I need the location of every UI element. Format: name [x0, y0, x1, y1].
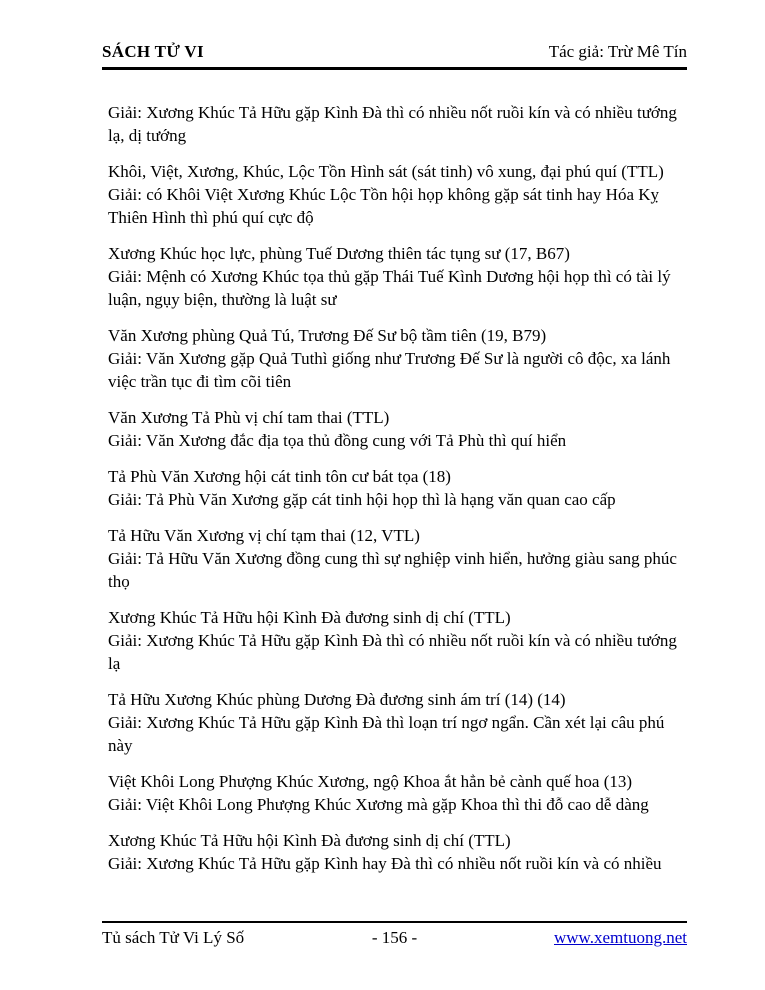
header-author: Tác giả: Trừ Mê Tín — [548, 42, 687, 61]
paragraph-line: Xương Khúc Tả Hữu hội Kình Đà đương sinh dị chí (TTL) — [108, 608, 511, 627]
paragraph-line: Giải: Văn Xương đắc địa tọa thủ đồng cung với Tả Phù thì quí hiển — [108, 431, 567, 450]
paragraph-line: Giải: Văn Xương gặp Quả Tuthì giống như Trương Đế Sư là người cô độc, xa lánh việc trần tục đi tìm cõi tiên — [108, 349, 671, 391]
paragraph-line: Giải: Việt Khôi Long Phượng Khúc Xương mà gặp Khoa thì thi đỗ cao dễ dàng — [108, 795, 649, 814]
paragraph-line: Giải: Xương Khúc Tả Hữu gặp Kình Đà thì loạn trí ngơ ngẩn. Cần xét lại câu phú này — [108, 713, 665, 755]
page-header — [102, 42, 687, 70]
paragraph — [108, 101, 685, 147]
paragraph-line: Giải: Xương Khúc Tả Hữu gặp Kình Đà thì có nhiều nốt ruồi kín và có nhiều tướng lạ, dị tướng — [108, 103, 677, 145]
footer-website-link[interactable]: www.xemtuong.net — [554, 928, 687, 947]
paragraph — [108, 465, 685, 511]
paragraph-line: Giải: Xương Khúc Tả Hữu gặp Kình Đà thì có nhiều nốt ruồi kín và có nhiều tướng lạ — [108, 631, 677, 673]
paragraph — [108, 688, 685, 757]
paragraph-line: Văn Xương phùng Quả Tú, Trương Đế Sư bộ tầm tiên (19, B79) — [108, 326, 547, 345]
footer-page-number: - 156 - — [371, 928, 418, 947]
paragraph — [108, 606, 685, 675]
paragraph — [108, 160, 685, 229]
page-footer — [102, 921, 687, 948]
paragraph-line: Tả Hữu Văn Xương vị chí tạm thai (12, VTL) — [108, 526, 420, 545]
paragraph — [108, 829, 685, 875]
paragraph-line: Giải: Tả Phù Văn Xương gặp cát tinh hội họp thì là hạng văn quan cao cấp — [108, 490, 616, 509]
paragraph-line: Giải: có Khôi Việt Xương Khúc Lộc Tồn hội họp không gặp sát tinh hay Hóa Kỵ Thiên Hình thì phú quí cực độ — [108, 185, 660, 227]
paragraph-line: Khôi, Việt, Xương, Khúc, Lộc Tồn Hình sát (sát tinh) vô xung, đại phú quí (TTL) — [108, 162, 664, 181]
footer-series-title: Tủ sách Tử Vi Lý Số — [102, 928, 245, 947]
paragraph — [108, 324, 685, 393]
header-book-title: SÁCH TỬ VI — [102, 42, 204, 61]
paragraph-line: Xương Khúc Tả Hữu hội Kình Đà đương sinh dị chí (TTL) — [108, 831, 511, 850]
paragraph — [108, 524, 685, 593]
paragraph — [108, 770, 685, 816]
paragraph-line: Giải: Xương Khúc Tả Hữu gặp Kình hay Đà thì có nhiều nốt ruồi kín và có nhiều — [108, 854, 662, 873]
paragraph-line: Tả Phù Văn Xương hội cát tinh tôn cư bát tọa (18) — [108, 467, 451, 486]
paragraph-line: Việt Khôi Long Phượng Khúc Xương, ngộ Khoa ắt hẳn bẻ cành quế hoa (13) — [108, 772, 633, 791]
paragraph-line: Giải: Tả Hữu Văn Xương đồng cung thì sự nghiệp vinh hiển, hưởng giàu sang phúc thọ — [108, 549, 677, 591]
paragraph-line: Tả Hữu Xương Khúc phùng Dương Đà đương sinh ám trí (14) (14) — [108, 690, 566, 709]
paragraph-line: Xương Khúc học lực, phùng Tuế Dương thiên tác tụng sư (17, B67) — [108, 244, 570, 263]
page-body — [108, 101, 685, 888]
paragraph — [108, 242, 685, 311]
paragraph — [108, 406, 685, 452]
paragraph-line: Văn Xương Tả Phù vị chí tam thai (TTL) — [108, 408, 390, 427]
paragraph-line: Giải: Mệnh có Xương Khúc tọa thủ gặp Thái Tuế Kình Dương hội họp thì có tài lý luận, ngụy biện, thường là luật sư — [108, 267, 671, 309]
